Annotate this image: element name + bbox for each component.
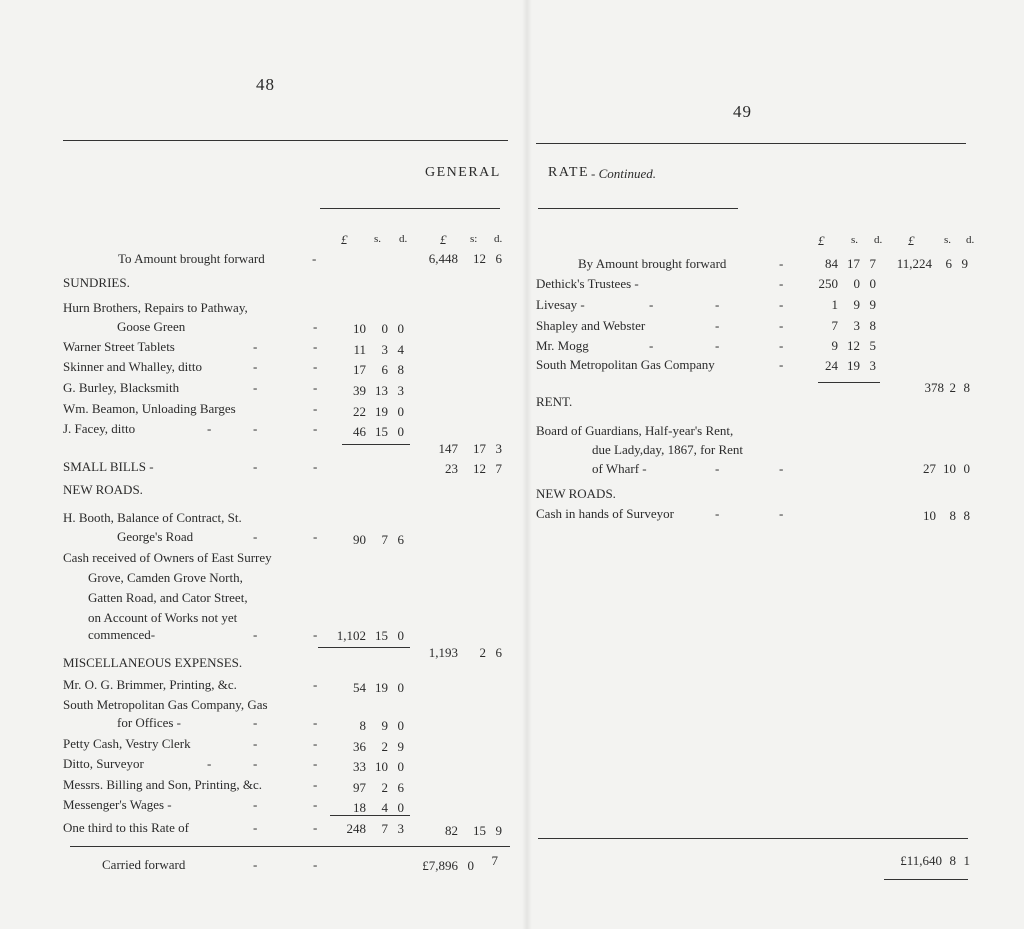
- right-item-s: 3: [853, 318, 860, 333]
- title-rule-left: [320, 208, 500, 209]
- sundry-item-dash: -: [253, 380, 258, 395]
- right-item-label: Livesay -: [536, 297, 585, 312]
- right-item-pounds: 9: [831, 338, 838, 353]
- rent-dash: -: [715, 461, 720, 476]
- left-new-roads-total-d: 6: [495, 645, 502, 660]
- right-item-s: 9: [853, 297, 860, 312]
- cash-received-pounds: 1,102: [336, 628, 366, 643]
- misc-item-d: 0: [397, 759, 404, 774]
- book-gutter: [522, 0, 532, 929]
- sundry-item-dash: -: [313, 421, 318, 436]
- sundry-item-pounds: 46: [353, 424, 366, 439]
- right-items-total-pounds: 378: [924, 380, 944, 395]
- misc-item-pounds: 8: [359, 718, 366, 733]
- right-item-pounds: 1: [831, 297, 838, 312]
- sundry-item-s: 6: [381, 362, 388, 377]
- small-bills-d: 7: [495, 461, 502, 476]
- title-left: GENERAL: [425, 165, 501, 180]
- one-third-d: 3: [397, 821, 404, 836]
- booth-s: 7: [381, 532, 388, 547]
- carried-forward-label: Carried forward: [102, 857, 186, 872]
- right-total-underline: [884, 879, 968, 880]
- right-item-dash: -: [649, 297, 654, 312]
- right-item-dash: -: [779, 357, 784, 372]
- rent-pounds: 27: [923, 461, 936, 476]
- misc-item-pounds: 36: [353, 739, 366, 754]
- sundry-item-dash: -: [253, 339, 258, 354]
- right-item-d: 5: [869, 338, 876, 353]
- right-item-dash: -: [649, 338, 654, 353]
- misc-item-dash: -: [253, 756, 258, 771]
- misc-item-dash: -: [253, 797, 258, 812]
- new-roads-subtotal-rule: [318, 647, 410, 648]
- top-rule-left: [63, 140, 508, 141]
- sundries-heading: SUNDRIES.: [63, 275, 130, 290]
- sundry-item-label: G. Burley, Blacksmith: [63, 380, 180, 395]
- sundry-item-d: 0: [397, 424, 404, 439]
- booth-dash: -: [313, 529, 318, 544]
- right-new-roads-dash: -: [779, 506, 784, 521]
- one-third-d2: 9: [495, 823, 502, 838]
- rent-line: due Lady,day, 1867, for Rent: [592, 442, 744, 457]
- misc-item-pounds: 54: [353, 680, 366, 695]
- misc-item-dash: -: [207, 756, 212, 771]
- misc-item-label: Messenger's Wages -: [63, 797, 172, 812]
- left-brought-forward-d: 6: [495, 251, 502, 266]
- cash-received-line: Cash received of Owners of East Surrey: [63, 550, 272, 565]
- right-total-s: 8: [949, 853, 956, 868]
- cash-received-line: Grove, Camden Grove North,: [88, 570, 243, 585]
- misc-item-s: 2: [381, 739, 388, 754]
- right-total-d: 1: [963, 853, 970, 868]
- col-head-left-pounds: £: [341, 232, 348, 247]
- right-item-d: 3: [869, 358, 876, 373]
- rent-line: of Wharf -: [592, 461, 647, 476]
- sundry-item-pounds: 17: [353, 362, 366, 377]
- title-subtitle: - Continued.: [591, 166, 656, 181]
- one-third-s: 7: [381, 821, 388, 836]
- rent-dash: -: [779, 461, 784, 476]
- sundry-item-s: 3: [381, 342, 388, 357]
- sundry-item-d: 0: [397, 321, 404, 336]
- rent-s: 10: [943, 461, 956, 476]
- misc-item-dash: -: [313, 797, 318, 812]
- misc-item-d: 9: [397, 739, 404, 754]
- cash-received-line: Gatten Road, and Cator Street,: [88, 590, 248, 605]
- misc-item-pounds: 18: [353, 800, 366, 815]
- cash-received-line: commenced-: [88, 627, 156, 642]
- misc-item-label: Mr. O. G. Brimmer, Printing, &c.: [63, 677, 237, 692]
- right-item-dash: -: [779, 276, 784, 291]
- right-item-label: Dethick's Trustees -: [536, 276, 639, 291]
- page-number-right: 49: [733, 102, 752, 121]
- right-item-pounds: 250: [818, 276, 838, 291]
- misc-item-dash: -: [313, 756, 318, 771]
- right-item-dash: -: [715, 297, 720, 312]
- right-brought-forward-s: 17: [847, 256, 860, 271]
- right-new-roads-s: 8: [949, 508, 956, 523]
- left-new-roads-total-pounds: 1,193: [428, 645, 458, 660]
- misc-item-dash: -: [313, 715, 318, 730]
- right-total-amount: £11,640: [900, 853, 942, 868]
- one-third-label: One third to this Rate of: [63, 820, 190, 835]
- misc-item-d: 0: [397, 718, 404, 733]
- misc-item-line1: South Metropolitan Gas Company, Gas: [63, 697, 268, 712]
- misc-item-d: 6: [397, 780, 404, 795]
- one-third-dash: -: [253, 820, 258, 835]
- left-new-roads-heading: NEW ROADS.: [63, 482, 143, 497]
- misc-item-label: Messrs. Billing and Son, Printing, &c.: [63, 777, 262, 792]
- one-third-pounds: 248: [346, 821, 366, 836]
- right-brought-forward-pounds2: 11,224: [896, 256, 932, 271]
- right-new-roads-pounds: 10: [923, 508, 936, 523]
- sundry-item-s: 13: [375, 383, 388, 398]
- rent-heading: RENT.: [536, 394, 573, 409]
- right-brought-forward-d: 7: [869, 256, 876, 271]
- sundry-item-dash: -: [207, 421, 212, 436]
- right-item-label: Mr. Mogg: [536, 338, 589, 353]
- right-brought-forward-label: By Amount brought forward: [578, 256, 727, 271]
- misc-item-dash: -: [253, 736, 258, 751]
- misc-item-label: Petty Cash, Vestry Clerk: [63, 736, 191, 751]
- right-items-total-s: 2: [949, 380, 956, 395]
- misc-item-line2: for Offices -: [117, 715, 182, 730]
- right-brought-forward-d2: 9: [961, 256, 968, 271]
- carried-forward-amount: £7,896: [422, 858, 458, 873]
- sundry-item-s: 0: [381, 321, 388, 336]
- sundry-item-line2: Goose Green: [117, 319, 186, 334]
- carried-forward-dash: -: [253, 857, 258, 872]
- right-item-pounds: 24: [825, 358, 838, 373]
- misc-item-s: 19: [375, 680, 388, 695]
- col-head-right-pounds: £: [818, 233, 825, 248]
- small-bills-dash: -: [313, 459, 318, 474]
- top-rule-right: [536, 143, 966, 144]
- sundry-item-dash: -: [313, 380, 318, 395]
- right-item-d: 8: [869, 318, 876, 333]
- small-bills-dash: -: [253, 459, 258, 474]
- misc-item-dash: -: [313, 736, 318, 751]
- one-third-s2: 15: [473, 823, 486, 838]
- sundry-item-d: 8: [397, 362, 404, 377]
- sundry-item-d: 0: [397, 404, 404, 419]
- right-new-roads-dash: -: [715, 506, 720, 521]
- misc-item-dash: -: [313, 677, 318, 692]
- one-third-dash: -: [313, 820, 318, 835]
- sundries-total-pounds: 147: [438, 441, 458, 456]
- rent-line: Board of Guardians, Half-year's Rent,: [536, 423, 734, 438]
- right-total-rule: [538, 838, 968, 839]
- sundry-item-pounds: 22: [353, 404, 366, 419]
- title-rule-right: [538, 208, 738, 209]
- misc-item-s: 9: [381, 718, 388, 733]
- right-brought-forward-dash: -: [779, 256, 784, 271]
- misc-item-d: 0: [397, 800, 404, 815]
- right-item-dash: -: [779, 297, 784, 312]
- left-brought-forward-label: To Amount brought forward: [118, 251, 265, 266]
- misc-item-pounds: 33: [353, 759, 366, 774]
- sundry-item-dash: -: [313, 359, 318, 374]
- misc-item-label: Ditto, Surveyor: [63, 756, 144, 771]
- right-item-label: South Metropolitan Gas Company: [536, 357, 715, 372]
- right-item-s: 19: [847, 358, 860, 373]
- sundry-item-d: 4: [397, 342, 404, 357]
- col-head-left-pounds2: £: [440, 232, 447, 247]
- booth-line1: H. Booth, Balance of Contract, St.: [63, 510, 242, 525]
- booth-line2: George's Road: [117, 529, 194, 544]
- sundry-item-label: J. Facey, ditto: [63, 421, 136, 436]
- carried-forward-dash: -: [313, 857, 318, 872]
- misc-heading: MISCELLANEOUS EXPENSES.: [63, 655, 243, 670]
- col-head-left-d: d.: [399, 233, 408, 245]
- misc-item-dash: -: [313, 777, 318, 792]
- col-head-left-s: s.: [374, 233, 382, 245]
- right-brought-forward-s2: 6: [945, 256, 952, 271]
- title-right: RATE: [548, 165, 589, 180]
- booth-d: 6: [397, 532, 404, 547]
- cash-received-line: on Account of Works not yet: [88, 610, 238, 625]
- sundry-item-label: Wm. Beamon, Unloading Barges: [63, 401, 236, 416]
- rent-d: 0: [963, 461, 970, 476]
- sundry-item-pounds: 39: [353, 383, 366, 398]
- misc-subtotal-rule: [330, 815, 410, 816]
- sundry-item-dash: -: [253, 359, 258, 374]
- small-bills-pounds: 23: [445, 461, 458, 476]
- right-items-subtotal-rule: [818, 382, 880, 383]
- small-bills-label: SMALL BILLS -: [63, 459, 154, 474]
- sundry-item-label: Skinner and Whalley, ditto: [63, 359, 203, 374]
- misc-item-s: 2: [381, 780, 388, 795]
- sundry-item-pounds: 11: [353, 342, 366, 357]
- right-item-d: 9: [869, 297, 876, 312]
- left-new-roads-total-s: 2: [479, 645, 486, 660]
- carried-forward-rule: [70, 846, 510, 847]
- misc-item-pounds: 97: [353, 780, 366, 795]
- col-head-right-pounds2: £: [908, 233, 915, 248]
- misc-item-s: 4: [381, 800, 388, 815]
- left-brought-forward-s: 12: [473, 251, 486, 266]
- sundry-item-s: 15: [375, 424, 388, 439]
- misc-item-d: 0: [397, 680, 404, 695]
- sundry-item-pounds: 10: [353, 321, 366, 336]
- cash-received-s: 15: [375, 628, 388, 643]
- sundry-item-dash: -: [313, 319, 318, 334]
- small-bills-s: 12: [473, 461, 486, 476]
- one-third-pounds2: 82: [445, 823, 458, 838]
- left-brought-forward-dash: -: [312, 251, 317, 266]
- right-item-dash: -: [715, 338, 720, 353]
- misc-item-dash: -: [253, 715, 258, 730]
- col-head-right-s: s.: [851, 234, 859, 246]
- sundry-item-d: 3: [397, 383, 404, 398]
- right-item-pounds: 7: [831, 318, 838, 333]
- booth-dash: -: [253, 529, 258, 544]
- carried-forward-d: 7: [491, 853, 498, 868]
- cash-received-d: 0: [397, 628, 404, 643]
- sundry-item-dash: -: [313, 339, 318, 354]
- right-new-roads-label: Cash in hands of Surveyor: [536, 506, 674, 521]
- booth-pounds: 90: [353, 532, 366, 547]
- col-head-left-s2: s:: [470, 233, 478, 245]
- right-item-dash: -: [779, 318, 784, 333]
- right-item-dash: -: [779, 338, 784, 353]
- page-number-left: 48: [256, 75, 275, 94]
- sundries-total-s: 17: [473, 441, 486, 456]
- col-head-right-d: d.: [874, 234, 883, 246]
- right-item-label: Shapley and Webster: [536, 318, 646, 333]
- cash-received-dash: -: [313, 627, 318, 642]
- left-brought-forward-pounds: 6,448: [428, 251, 458, 266]
- right-item-s: 12: [847, 338, 860, 353]
- right-items-total-d: 8: [963, 380, 970, 395]
- sundry-item-dash: -: [313, 401, 318, 416]
- misc-item-s: 10: [375, 759, 388, 774]
- sundry-item-dash: -: [253, 421, 258, 436]
- right-item-dash: -: [715, 318, 720, 333]
- right-item-s: 0: [853, 276, 860, 291]
- sundry-item-line1: Hurn Brothers, Repairs to Pathway,: [63, 300, 248, 315]
- col-head-right-d2: d.: [966, 234, 975, 246]
- sundries-total-d: 3: [495, 441, 502, 456]
- col-head-right-s2: s.: [944, 234, 952, 246]
- sundries-subtotal-rule: [342, 444, 410, 445]
- col-head-left-d2: d.: [494, 233, 503, 245]
- sundry-item-label: Warner Street Tablets: [63, 339, 175, 354]
- cash-received-dash: -: [253, 627, 258, 642]
- right-new-roads-heading: NEW ROADS.: [536, 486, 616, 501]
- carried-forward-s: 0: [467, 858, 474, 873]
- sundry-item-s: 19: [375, 404, 388, 419]
- right-item-d: 0: [869, 276, 876, 291]
- right-brought-forward-pounds: 84: [825, 256, 838, 271]
- right-new-roads-d: 8: [963, 508, 970, 523]
